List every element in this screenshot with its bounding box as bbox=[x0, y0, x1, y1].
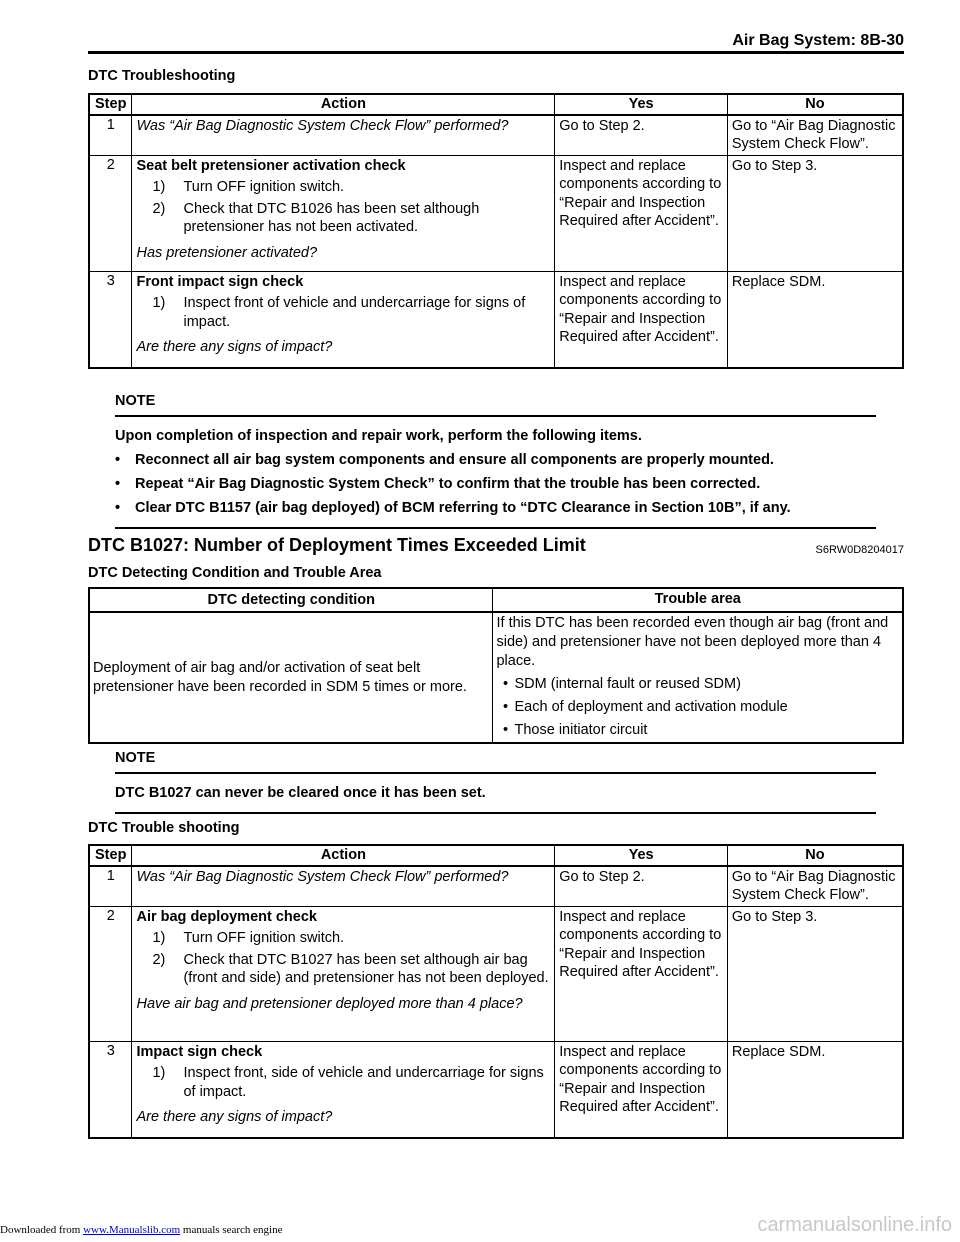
table-header-row bbox=[89, 588, 903, 612]
action-question: Are there any signs of impact? bbox=[136, 1109, 333, 1125]
note-text: DTC B1027 can never be cleared once it has been set. bbox=[115, 785, 486, 801]
no-cell: Go to “Air Bag Diagnostic System Check Flow”. bbox=[727, 866, 903, 907]
table-row bbox=[89, 271, 903, 368]
table-row bbox=[89, 906, 903, 1041]
note-bullet: • Clear DTC B1157 (air bag deployed) of BCM referring to “DTC Clearance in Section 10B”, if any. bbox=[115, 500, 791, 516]
note-bullet: • Reconnect all air bag system components and ensure all components are properly mounted. bbox=[115, 452, 774, 468]
step-cell: 3 bbox=[89, 1041, 132, 1138]
no-cell: Replace SDM. bbox=[727, 1041, 903, 1138]
action-substep: 1) Inspect front of vehicle and undercarriage for signs of impact. bbox=[152, 295, 526, 330]
table-header-row bbox=[89, 94, 903, 115]
troubleshooting-table-2 bbox=[88, 844, 904, 1139]
action-cell bbox=[132, 271, 555, 368]
manualslib-link[interactable]: www.Manualslib.com bbox=[83, 1224, 181, 1236]
table-header-row bbox=[89, 845, 903, 866]
col-step: Step bbox=[89, 94, 132, 115]
yes-cell: Inspect and replace components according to “Repair and Inspection Required after Accident”. bbox=[555, 155, 728, 271]
step-cell: 2 bbox=[89, 906, 132, 1041]
col-trouble-area: Trouble area bbox=[493, 588, 903, 612]
header-rule bbox=[88, 51, 904, 54]
no-cell: Go to Step 3. bbox=[727, 155, 903, 271]
trouble-item: • SDM (internal fault or reused SDM) bbox=[502, 676, 741, 692]
col-detecting-condition: DTC detecting condition bbox=[89, 588, 493, 612]
action-substep: 2) Check that DTC B1026 has been set although pretensioner has not been activated. bbox=[152, 200, 480, 235]
step-cell: 3 bbox=[89, 271, 132, 368]
dtc-reference-code: S6RW0D8204017 bbox=[815, 544, 904, 556]
action-question: Have air bag and pretensioner deployed more than 4 place? bbox=[136, 995, 523, 1012]
yes-cell: Go to Step 2. bbox=[555, 115, 728, 156]
action-cell bbox=[132, 155, 555, 271]
yes-cell: Inspect and replace components according to “Repair and Inspection Required after Accident”. bbox=[555, 1041, 728, 1138]
action-substep: 1) Inspect front, side of vehicle and undercarriage for signs of impact. bbox=[152, 1065, 544, 1100]
action-cell: Was “Air Bag Diagnostic System Check Flow” performed? bbox=[132, 866, 555, 907]
no-cell: Go to “Air Bag Diagnostic System Check Flow”. bbox=[727, 115, 903, 156]
trouble-intro: If this DTC has been recorded even though air bag (front and side) and pretensioner have not been deployed more than 4 place. bbox=[496, 615, 889, 669]
no-cell: Go to Step 3. bbox=[727, 906, 903, 1041]
download-footer: Downloaded from www.Manualslib.com manuals search engine bbox=[0, 1224, 283, 1236]
step-cell: 2 bbox=[89, 155, 132, 271]
yes-cell: Inspect and replace components according to “Repair and Inspection Required after Accident”. bbox=[555, 906, 728, 1041]
trouble-item: • Those initiator circuit bbox=[502, 722, 648, 738]
note-label: NOTE bbox=[115, 750, 156, 766]
col-yes: Yes bbox=[555, 94, 728, 115]
col-action: Action bbox=[132, 845, 555, 866]
action-title: Air bag deployment check bbox=[136, 908, 317, 925]
note-rule-bottom bbox=[115, 812, 876, 814]
action-title: Seat belt pretensioner activation check bbox=[136, 157, 406, 174]
col-yes: Yes bbox=[555, 845, 728, 866]
troubleshooting-table-1 bbox=[88, 93, 904, 369]
col-no: No bbox=[727, 94, 903, 115]
action-substep: 1) Turn OFF ignition switch. bbox=[152, 179, 345, 195]
condition-table bbox=[88, 587, 904, 744]
trouble-item: • Each of deployment and activation module bbox=[502, 699, 788, 715]
yes-cell: Go to Step 2. bbox=[555, 866, 728, 907]
col-step: Step bbox=[89, 845, 132, 866]
note-rule bbox=[115, 415, 876, 417]
note-bullet: • Repeat “Air Bag Diagnostic System Check” to confirm that the trouble has been corrected. bbox=[115, 476, 761, 492]
action-title: Front impact sign check bbox=[136, 273, 304, 290]
action-substep: 1) Turn OFF ignition switch. bbox=[152, 930, 345, 946]
action-question: Are there any signs of impact? bbox=[136, 339, 333, 355]
section2-title: DTC Trouble shooting bbox=[88, 820, 240, 836]
detecting-condition-cell: Deployment of air bag and/or activation of seat belt pretensioner have been recorded in SDM 5 times or more. bbox=[89, 612, 493, 743]
table-row bbox=[89, 866, 903, 907]
page-header bbox=[88, 26, 904, 54]
yes-cell: Inspect and replace components according to “Repair and Inspection Required after Accident”. bbox=[555, 271, 728, 368]
col-no: No bbox=[727, 845, 903, 866]
table-row bbox=[89, 612, 903, 743]
section1-title: DTC Troubleshooting bbox=[88, 68, 236, 84]
dtc-main-heading bbox=[88, 535, 904, 557]
action-question: Has pretensioner activated? bbox=[136, 244, 318, 261]
action-substep: 2) Check that DTC B1027 has been set although air bag (front and side) and pretensioner has not been deployed. bbox=[152, 951, 549, 986]
no-cell: Replace SDM. bbox=[727, 271, 903, 368]
note-box-1 bbox=[115, 393, 876, 529]
table-row bbox=[89, 155, 903, 271]
action-cell bbox=[132, 906, 555, 1041]
note-rule-bottom bbox=[115, 527, 876, 529]
col-action: Action bbox=[132, 94, 555, 115]
page-title: Air Bag System: 8B-30 bbox=[732, 32, 904, 49]
step-cell: 1 bbox=[89, 115, 132, 156]
table-row bbox=[89, 115, 903, 156]
step-cell: 1 bbox=[89, 866, 132, 907]
table-row bbox=[89, 1041, 903, 1138]
dtc-title: DTC B1027: Number of Deployment Times Exceeded Limit bbox=[88, 535, 586, 555]
action-cell bbox=[132, 1041, 555, 1138]
action-cell: Was “Air Bag Diagnostic System Check Flow” performed? bbox=[132, 115, 555, 156]
trouble-area-cell bbox=[493, 612, 903, 743]
action-title: Impact sign check bbox=[136, 1043, 263, 1060]
note-rule bbox=[115, 772, 876, 774]
note-label: NOTE bbox=[115, 393, 156, 409]
note-box-2 bbox=[115, 750, 876, 814]
watermark: carmanualsonline.info bbox=[757, 1214, 952, 1236]
condition-title: DTC Detecting Condition and Trouble Area bbox=[88, 565, 382, 581]
note-text: Upon completion of inspection and repair work, perform the following items. bbox=[115, 428, 642, 444]
